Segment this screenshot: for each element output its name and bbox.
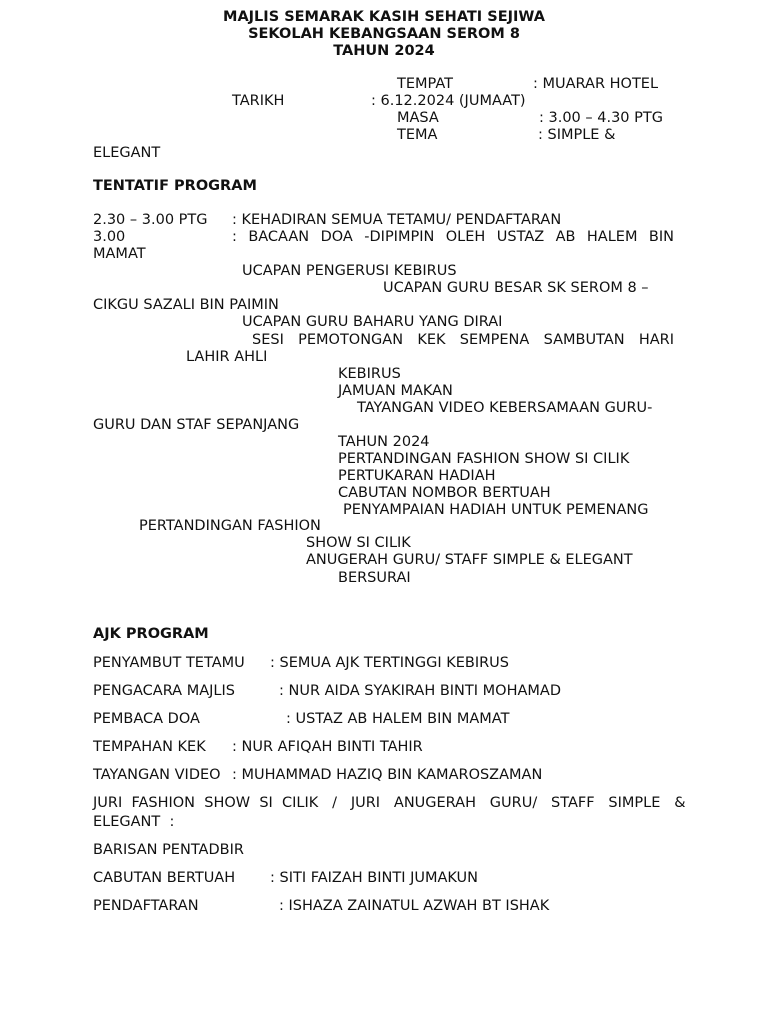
tentatif-item-8: TAYANGAN VIDEO KEBERSAMAAN GURU- <box>357 400 653 416</box>
tentatif-item-12: PENYAMPAIAN HADIAH UNTUK PEMENANG <box>343 502 649 518</box>
tentatif-item-11: CABUTAN NOMBOR BERTUAH <box>338 485 551 501</box>
title-line-1: MAJLIS SEMARAK KASIH SEHATI SEJIWA <box>223 9 545 25</box>
tentatif-item-7: JAMUAN MAKAN <box>338 383 453 399</box>
tarikh-label: TARIKH <box>232 93 285 109</box>
ajk-role-6: JURI FASHION SHOW SI CILIK / JURI ANUGERAH GURU/ STAFF SIMPLE & <box>93 795 686 811</box>
ajk-role-7: CABUTAN BERTUAH <box>93 870 236 886</box>
tentatif-item-2-cont: MAMAT <box>93 246 146 262</box>
title-line-2: SEKOLAH KEBANGSAAN SEROM 8 <box>248 26 520 42</box>
ajk-role-3: PEMBACA DOA <box>93 711 200 727</box>
ajk-heading: AJK PROGRAM <box>93 626 209 642</box>
title-line-3: TAHUN 2024 <box>333 43 435 59</box>
tempat-value: : MUARAR HOTEL <box>533 76 659 92</box>
masa-value: : 3.00 – 4.30 PTG <box>539 110 663 126</box>
masa-label: MASA <box>397 110 439 126</box>
tentatif-item-4-cont: CIKGU SAZALI BIN PAIMIN <box>93 297 279 313</box>
ajk-role-2: PENGACARA MAJLIS <box>93 683 235 699</box>
tema-value: : SIMPLE & <box>538 127 616 143</box>
ajk-name-6: BARISAN PENTADBIR <box>93 842 244 858</box>
ajk-role-6-cont: ELEGANT : <box>93 814 175 830</box>
ajk-role-1: PENYAMBUT TETAMU <box>93 655 245 671</box>
tentatif-item-1: : KEHADIRAN SEMUA TETAMU/ PENDAFTARAN <box>232 212 562 228</box>
ajk-name-1: : SEMUA AJK TERTINGGI KEBIRUS <box>270 655 509 671</box>
tentatif-item-6-cont: LAHIR AHLI <box>186 349 268 365</box>
tentatif-item-3: UCAPAN PENGERUSI KEBIRUS <box>242 263 457 279</box>
ajk-role-5: TAYANGAN VIDEO <box>93 767 221 783</box>
time-1: 2.30 – 3.00 PTG <box>93 212 208 228</box>
tentatif-item-8-cont2: TAHUN 2024 <box>338 434 430 450</box>
ajk-role-4: TEMPAHAN KEK <box>93 739 206 755</box>
ajk-name-3: : USTAZ AB HALEM BIN MAMAT <box>286 711 510 727</box>
tentatif-item-12-cont: PERTANDINGAN FASHION <box>139 518 321 534</box>
ajk-role-8: PENDAFTARAN <box>93 898 199 914</box>
tentatif-item-6-cont2: KEBIRUS <box>338 366 401 382</box>
tentatif-item-9: PERTANDINGAN FASHION SHOW SI CILIK <box>338 451 630 467</box>
tarikh-value: : 6.12.2024 (JUMAAT) <box>371 93 526 109</box>
tentatif-heading: TENTATIF PROGRAM <box>93 178 257 194</box>
ajk-name-8: : ISHAZA ZAINATUL AZWAH BT ISHAK <box>279 898 550 914</box>
tentatif-item-10: PERTUKARAN HADIAH <box>338 468 496 484</box>
tentatif-item-2: : BACAAN DOA -DIPIMPIN OLEH USTAZ AB HALEM BIN <box>232 229 674 245</box>
tema-label: TEMA <box>397 127 438 143</box>
tentatif-item-14: BERSURAI <box>338 570 411 586</box>
time-2: 3.00 <box>93 229 126 245</box>
tentatif-item-6: SESI PEMOTONGAN KEK SEMPENA SAMBUTAN HARI <box>252 332 674 348</box>
ajk-name-4: : NUR AFIQAH BINTI TAHIR <box>232 739 423 755</box>
ajk-name-5: : MUHAMMAD HAZIQ BIN KAMAROSZAMAN <box>232 767 543 783</box>
tentatif-item-12-cont2: SHOW SI CILIK <box>306 535 411 551</box>
tentatif-item-13: ANUGERAH GURU/ STAFF SIMPLE & ELEGANT <box>306 552 633 568</box>
tema-value-cont: ELEGANT <box>93 145 161 161</box>
tentatif-item-8-cont: GURU DAN STAF SEPANJANG <box>93 417 300 433</box>
tempat-label: TEMPAT <box>397 76 453 92</box>
ajk-name-2: : NUR AIDA SYAKIRAH BINTI MOHAMAD <box>279 683 561 699</box>
ajk-name-7: : SITI FAIZAH BINTI JUMAKUN <box>270 870 478 886</box>
tentatif-item-5: UCAPAN GURU BAHARU YANG DIRAI <box>242 314 503 330</box>
tentatif-item-4: UCAPAN GURU BESAR SK SEROM 8 – <box>383 280 649 296</box>
